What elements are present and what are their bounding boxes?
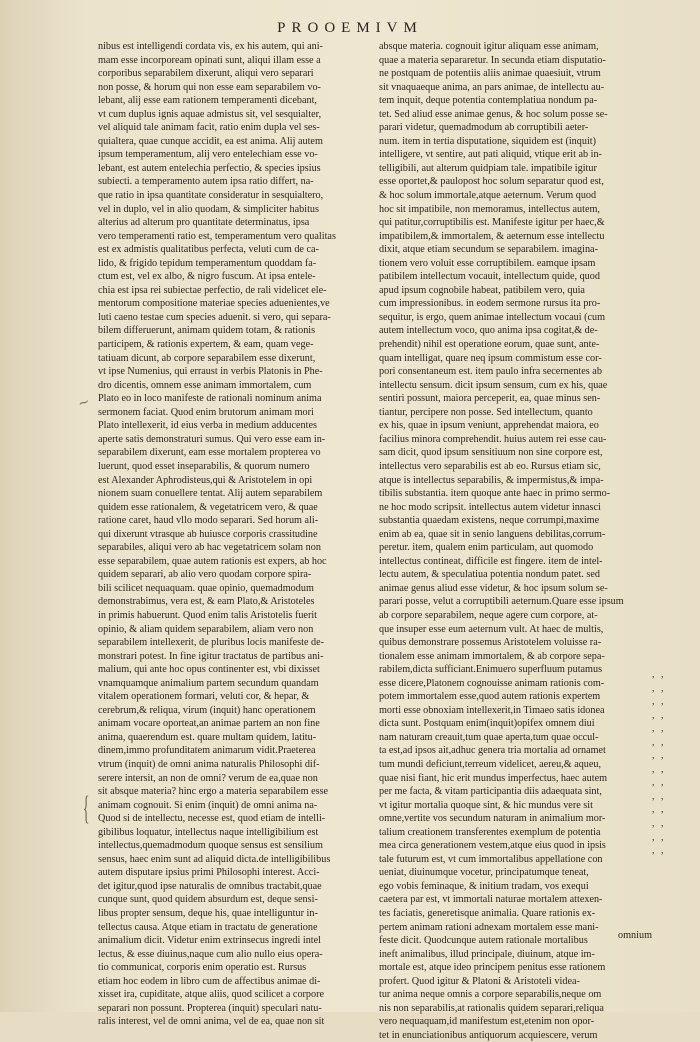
text-line: opinio, & aliam quidem separabilem, aliam vero non — [98, 623, 314, 635]
text-line: vero temperamenti ratio est, temperamentum vero qualitas — [98, 230, 336, 242]
text-line: tatiuam dicunt, ab corpore separabilem esse dixerunt, — [98, 352, 316, 364]
text-line: lido, & frigido tepidum temperamentum quoddam fa- — [98, 257, 317, 269]
text-line: Plato intellexerit, id eius verba in medium adducentes — [98, 420, 317, 432]
text-line: tum mundi deficiunt,terreum videlicet, aereu,& aqueu, — [379, 758, 602, 770]
text-line: det igitur,quod ipse naturalis de omnibus tractabit,quae — [98, 880, 322, 892]
text-line: Quod si de intellectu, necesse est, quod etiam de intelli- — [98, 813, 326, 825]
text-line: ne postquam de potentiis aliis animae quaesiuit, vtrum — [379, 68, 601, 80]
text-line: qui patitur,corruptibilis est. Manifeste igitur per haec,& — [379, 217, 605, 229]
text-line: lectu autem, & speculatiua potentia nondum patet. sed — [379, 569, 600, 581]
text-line: pertem animam rationi adnexam mortalem esse mani- — [379, 921, 599, 933]
text-line: vel in duplo, vel in alio quodam, & simpliciter habitus — [98, 203, 319, 215]
text-line: est ex admistis qualitatibus perfecta, veluti cum de ca- — [98, 244, 319, 256]
text-line: lebant, alij esse eam rationem temperamenti dicebant, — [98, 95, 317, 107]
text-line: tionem vero voluit esse corruptibilem. eamque ipsam — [379, 257, 596, 269]
text-line: quibus demonstrare possemus Aristotelem voluisse ra- — [379, 637, 602, 649]
text-line: vnamquamque animalium partem secundum quandam — [98, 677, 319, 689]
text-line: enim ab ea, quae sit in senio languens debilitas,corrum- — [379, 528, 606, 540]
text-line: intellectus contineat, difficile est fingere. item de intel- — [379, 555, 603, 567]
margin-quote-mark: , , — [652, 669, 666, 680]
text-line: peretur. item, qualem enim particulam, aut quomodo — [379, 542, 594, 554]
margin-quote-marks — [652, 668, 692, 858]
text-line: animalium dicit. Videtur enim extrinsecus ingredi intel — [98, 935, 321, 947]
text-line: etiam hoc eodem in libro cum de affectibus animae di- — [98, 975, 321, 987]
text-line: sequitur, is ergo, quem animae intellectum vocaui (cum — [379, 311, 606, 323]
text-line: lebant, est autem entelechia perfectio, & species ipsius — [98, 162, 321, 174]
text-line: morti esse obnoxiam intellexerit,in Timaeo satis idonea — [379, 704, 605, 716]
text-line: autem intellectum voco, quo anima ipsa cogitat,& de- — [379, 325, 598, 337]
text-line: sam dicit, quod ipsum sensitiuum non sine corpore est, — [379, 447, 603, 459]
text-line: ab corpore separabilem, neque agere cum corpore, at- — [379, 609, 598, 621]
text-line: cerebrum,& reliqua, virum (inquit) hanc operationem — [98, 704, 316, 716]
text-line: tet in enunciationibus antiquorum acquiescere, verum — [379, 1029, 598, 1041]
text-line: profert. Quod igitur & Platoni & Aristoteli videa- — [379, 975, 580, 987]
text-line: dro dicentis, omnem esse animam immortalem, cum — [98, 379, 312, 391]
text-line: que ratio in ipsa quantitate consideratur in sesquialtero, — [98, 190, 324, 202]
text-line: vt cum duplus ignis aquae admistus sit, vel sesquialter, — [98, 108, 322, 120]
text-line: libus propter sensum, deque his, quae intelliguntur in- — [98, 908, 318, 919]
text-line: parari videtur, quemadmodum ab corruptibili aeter- — [379, 122, 589, 134]
text-line: bili scilicet nequaquam. quae opinio, quemadmodum — [98, 582, 314, 594]
text-line: animam vocare oporteat,an animae partem an non fine — [98, 718, 320, 730]
text-line: separari non possunt. Propterea (inquit) speculari natu- — [98, 1002, 322, 1014]
running-head: PROOEMIVM — [277, 20, 423, 36]
text-line: potem immortalem esse,quod autem rationis expertem — [379, 691, 601, 703]
text-line: intellectus vero separabilis est ab eo. Rursus etiam sic, — [379, 460, 601, 472]
text-line: aperte satis demonstraturi sumus. Qui vero esse eam in- — [98, 433, 326, 445]
margin-quote-mark: , , — [652, 831, 666, 843]
text-line: tio communicat, corporis enim operatio est. Rursus — [98, 962, 307, 974]
text-line: telligibili, aut alterum quidpiam tale. impatibile igitur — [379, 162, 597, 174]
text-line: vt ipse Numenius, qui erraust in verbis Platonis in Phe- — [98, 366, 323, 378]
text-line: quidem separari, ab alio vero quodam corpore spira- — [98, 569, 312, 581]
text-line: mam esse incorpoream opinati sunt, aliqui illam esse a — [98, 54, 321, 66]
text-line: luti caeno testae cum species aduenit. si vero, qui separa- — [98, 311, 331, 323]
text-line: quidem esse rationalem, & vegetatricem vero, & quae — [98, 501, 318, 513]
text-line: rabilem,dicta sufficiant.Enimuero superfluum putamus — [379, 664, 603, 676]
text-line: tellectus causa. Atque etiam in tractatu de generatione — [98, 921, 318, 933]
text-line: est Alexander Aphrodisteus,qui & Aristotelem in opi — [98, 474, 313, 486]
text-line: ineft animalibus, illud principale, diuinum, atque im- — [379, 948, 595, 960]
text-line: ta est,ad ipsos ait,adhuc genera tria mortalia ad ornamet — [379, 745, 606, 757]
text-line: que insuper esse eum aeternum vult. At haec de multis, — [379, 623, 604, 635]
text-line: esse oportet,& paulopost hoc solum separatur quod est, — [379, 176, 604, 188]
text-line: ne hoc modo scripsit. intellectus autem videtur innasci — [379, 501, 601, 513]
text-line: facilius minora comprehendit. huius autem rei esse cau- — [379, 433, 607, 445]
text-line: cunque sunt, quod quidem absurdum est, deque sensi- — [98, 894, 318, 906]
text-line: intellectu sensum. dicit ipsum sensum, cum ex his, quae — [379, 379, 608, 391]
text-line: luerunt, quod esset inseparabilis, & quorum numero — [98, 460, 310, 472]
right-text-column — [379, 40, 653, 1042]
text-line: feste dicit. Quodcunque autem rationale mortalibus — [379, 935, 588, 947]
text-line: ego vobis feminaque, & initium tradam, vos exequi — [379, 880, 589, 892]
text-line: mea circa generationem vestem,atque eius quod in ipsis — [379, 840, 606, 852]
text-line: ex his, quae in ipsum veniunt, apprehendat maiora, eo — [379, 420, 599, 432]
text-line: qui dixerunt vtrasque ab huiusce corporis crassitudine — [98, 528, 318, 540]
text-line: atque is intellectus separabilis, & impermistus,& impa- — [379, 474, 604, 486]
margin-quote-mark: , , — [652, 818, 666, 830]
text-line: participem, & rationis expertem, & eam, quam vege- — [98, 339, 314, 351]
text-line: per me facta, & vitam participantia diis adaequata sint, — [379, 786, 602, 798]
text-line: talium creationem transferentes exemplum de potentia — [379, 826, 601, 838]
text-line: corporibus separabilem dixerunt, aliqui vero separari — [98, 68, 314, 80]
text-line: & hoc solum immortale,atque aeternum. Verum quod — [379, 190, 597, 202]
text-line: vero nequaquam,id manifestum est,etenim non opor- — [379, 1016, 595, 1028]
text-line: animae genus aliud esse videtur, & hoc ipsum solum se- — [379, 582, 608, 594]
text-line: lectus, & esse diuinus,naque cum alio nullo eius opera- — [98, 948, 323, 960]
text-line: hoc sit impatibile, non memoramus, intellectus autem, — [379, 203, 600, 215]
text-line: nionem suam conuellere tentat. Alij autem separabilem — [98, 488, 323, 500]
text-line: apud ipsum cognobile habeat, patibilem vero, quia — [379, 284, 585, 296]
text-line: ipsum temperamentum, alij vero entelechiam esse vo- — [98, 149, 318, 161]
text-line: tionalem esse animam immortalem, & ab corpore sepa- — [379, 650, 605, 662]
text-line: sensus, haec enim sunt ad aliquid dicta.de intelligibilibus — [98, 853, 331, 865]
text-line: autem disputare ipsius primi Philosophi interest. Acci- — [98, 867, 320, 879]
text-line: parari posse, velut a corruptibili aeternum.Quare esse ipsum — [379, 596, 624, 608]
text-line: non posse, & horum qui non esse eam separabilem vo- — [98, 81, 321, 93]
margin-quote-mark: , , — [652, 777, 666, 789]
margin-quote-mark: , , — [652, 845, 666, 857]
text-line: sit absque materia? hinc ergo a materia separabilem esse — [98, 786, 329, 798]
text-line: vitalem operationem formari, veluti cor, & hepar, & — [98, 691, 310, 703]
text-line: patibilem intellectum vocauit, intellectum quide, quod — [379, 271, 600, 283]
margin-bracket-icon: { — [82, 790, 90, 827]
text-line: sermonem faciat. Quod enim brutorum animam mori — [98, 406, 314, 418]
margin-quote-mark: , , — [652, 750, 666, 762]
text-line: subiecti. a temperamento autem ipsa ratio differt, na- — [98, 176, 314, 188]
text-line: esse dicere,Platonem cognouisse animam rationis com- — [379, 677, 605, 689]
text-line: tes faciatis, generetisque animalia. Quare rationis ex- — [379, 908, 596, 919]
text-line: quialtera, quae cunque accidit, ea est anima. Alij autem — [98, 135, 323, 147]
text-line: intelligere, vt sentire, aut pati aliquid, vtique erit ab in- — [379, 149, 602, 161]
text-line: xisset ira, cupiditate, atque aliis, quod scilicet a corpore — [98, 989, 325, 1001]
text-line: separabiles, aliqui vero ab hac vegetatricem solam non — [98, 542, 321, 554]
text-line: substantia quaedam existens, neque corrumpi,maxime — [379, 515, 600, 527]
text-line: alterius ad alterum pro quantitate determinatus, ipsa — [98, 217, 310, 229]
text-line: quam intelligat, quare neq ipsum commistum esse cor- — [379, 352, 602, 364]
text-line: quae a materia separaretur. In secunda etiam disputatio- — [379, 54, 606, 66]
text-line: omne,vertite vos secundum naturam in animalium mor- — [379, 813, 606, 825]
text-line: Plato eo in loco manifeste de rationali nominum anima — [98, 393, 322, 405]
text-line: separabilem dixerunt, eam esse mortalem propterea vo — [98, 447, 321, 459]
text-line: dixit, atque etiam secundum se separabilem. imagina- — [379, 244, 598, 256]
text-line: num. item in tertia disputatione, siquidem est (inquit) — [379, 135, 597, 147]
margin-quote-mark: , , — [652, 709, 666, 721]
text-line: monstrari potest. In fine igitur tractatus de partibus ani- — [98, 650, 324, 662]
text-line: tibilis substantia. item quoque ante haec in primo sermo- — [379, 488, 611, 500]
text-line: ratione caret, haud vllo modo separari. Sed horum ali- — [98, 515, 319, 527]
text-line: pori consentaneum est. item paulo infra secernentes ab — [379, 366, 602, 378]
text-line: bilem differuerunt, animam quidem totam, & rationis — [98, 325, 316, 337]
text-line: nis non separabilis,at rationalis quidem separari,reliqua — [379, 1002, 604, 1014]
text-line: mentorum compositione materiae species aduenientes,ve — [98, 298, 330, 310]
left-text-column — [98, 40, 376, 1029]
text-line: gibilibus loquatur, intellectus naque intelligibilium est — [98, 826, 319, 838]
text-line: dinem,immo profunditatem animarum vidit.Praeterea — [98, 745, 316, 757]
text-line: demonstrabimus, vera est, & eam Plato,& Aristoteles — [98, 596, 315, 608]
text-line: separabilem intellexerit, de pluribus locis manifeste de- — [98, 637, 325, 649]
text-line: chia est ipsa rei subiectae perfectio, de rali videlicet ele- — [98, 284, 327, 296]
text-line: tem inquit, deque potentia contemplatiua nondum pa- — [379, 95, 598, 107]
text-line: quae nisi fiant, hic erit mundus imperfectus, haec autem — [379, 772, 608, 784]
text-line: vtrum (inquit) de omni anima naturalis Philosophi dif- — [98, 758, 320, 770]
text-line: impatibilem,& immortalem, & aeternum esse intellectu — [379, 230, 605, 242]
text-line: nam naturam creauit,tum quae aperta,tum quae occul- — [379, 731, 599, 743]
text-line: nibus est intelligendi cordata vis, ex his autem, qui ani- — [98, 41, 323, 52]
text-line: dicta sunt. Postquam enim(inquit)opifex omnem diui — [379, 718, 595, 730]
text-line: vt igitur mortalia quoque sint, & hic mundus vere sit — [379, 799, 593, 811]
text-line: ueniat, diuinumque vocetur, principatumque teneat, — [379, 867, 589, 879]
text-line: intellectus,quemadmodum quoque sensus est sensilium — [98, 840, 323, 852]
margin-quote-mark: , , — [652, 790, 666, 802]
text-line: ralis interest, vel de omni anima, vel de ea, quae non sit — [98, 1016, 325, 1028]
margin-quote-mark: , , — [652, 723, 666, 735]
text-line: serere intersit, an non de omni? verum de ea,quae non — [98, 772, 318, 784]
text-line: malium, qui ante hoc opus continenter est, vbi dixisset — [98, 664, 320, 676]
text-line: absque materia. cognouit igitur aliquam esse animam, — [379, 41, 599, 52]
text-line: tiantur, percipere non posse. Sed intellectum, quanto — [379, 406, 593, 418]
text-line: prehendit) nihil est operatione eorum, quae sunt, ante- — [379, 339, 600, 351]
text-line: sentiri possunt, maiora perceperit, ea, quae minus sen- — [379, 393, 601, 405]
margin-quote-mark: , , — [652, 682, 666, 694]
text-line: sit vnaquaeque anima, an pars animae, de intellectu au- — [379, 81, 605, 93]
catchword: omnium — [618, 930, 652, 941]
text-line: mortale est, atque ideo principem penitus esse rationem — [379, 962, 606, 974]
text-line: anima, quaerendum est. quare multam quidem, latitu- — [98, 731, 317, 743]
text-line: tet. Sed aliud esse animae genus, & hoc solum posse se- — [379, 108, 608, 120]
text-line: tur anima neque omnis a corpore separabilis,neque om — [379, 989, 602, 1001]
text-line: in primis habuerunt. Quod enim talis Aristotelis fuerit — [98, 609, 318, 621]
margin-quote-mark: , , — [652, 763, 666, 775]
text-line: tale futurum est, vt cum immortalibus appellatione con — [379, 853, 603, 865]
text-line: vel aliquid tale animam facit, ratio enim dupla vel ses- — [98, 122, 320, 134]
text-line: ctum est, vel ex albo, & nigro fuscum. At ipsa entele- — [98, 271, 316, 283]
margin-scribble-icon: ~ — [75, 393, 93, 413]
text-line: caetera par est, vt immortali naturae mortalem attexen- — [379, 894, 603, 906]
text-line: animam cognouit. Si enim (inquit) de omni anima na- — [98, 799, 318, 811]
margin-quote-mark: , , — [652, 804, 666, 816]
text-line: cum impressionibus. in eodem sermone rursus ita pro- — [379, 298, 601, 310]
margin-quote-mark: , , — [652, 696, 666, 708]
text-line: esse separabilem, quae autem rationis est expers, ab hoc — [98, 555, 327, 567]
margin-quote-mark: , , — [652, 736, 666, 748]
